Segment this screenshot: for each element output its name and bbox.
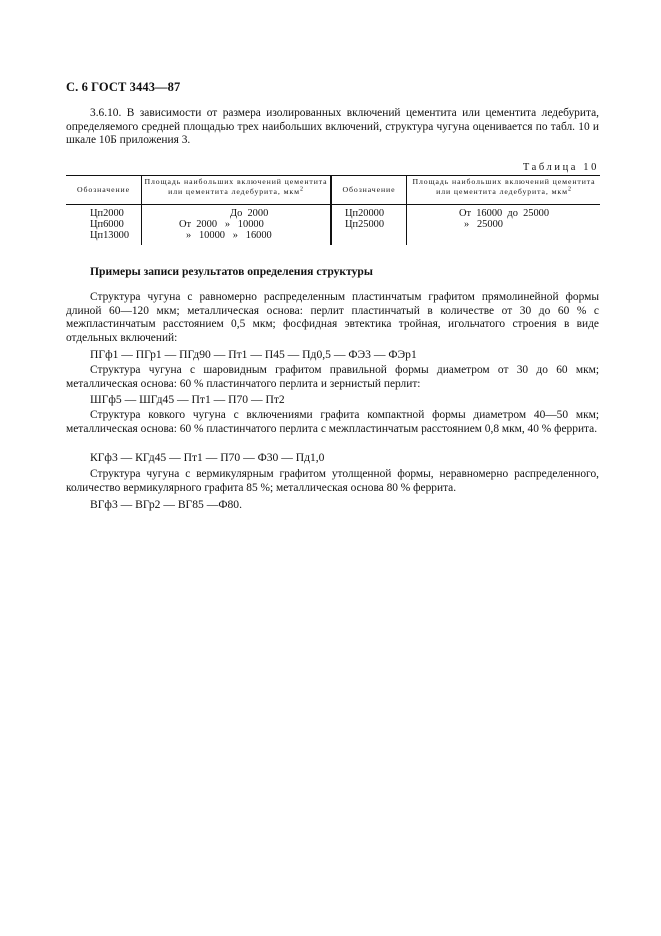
header-area-left-text: Площадь наибольших включений цементита или цементита ледебурита, мкм	[144, 177, 328, 196]
example-paragraph: Структура чугуна с равномерно распределенным пластинчатым графитом прямолинейной формы длиной 60—120 мкм; металлическая основа: перлит пластинчатый в количестве от 30 до 60 % с межпластинчатым расстоянием 0,5 мкм; фосфидная эвтектика тройная, игольчатого строения в виде отдельных включений:	[66, 291, 599, 344]
intro-paragraph: 3.6.10. В зависимости от размера изолированных включений цементита или цементита ледебурита, определяемого средней площадью трех наибольших включений, структура чугуна оценивается по табл. 10 и шкале 10Б приложения 3.	[66, 107, 599, 147]
table-10	[66, 175, 600, 245]
table-label: Таблица 10	[522, 162, 599, 173]
example-formula: ШГф5 — ШГд45 — Пт1 — П70 — Пт2	[90, 393, 285, 406]
header-designation-left: Обозначение	[77, 185, 130, 194]
examples-heading: Примеры записи результатов определения структуры	[90, 265, 373, 278]
table-cell-designation: Цп20000	[345, 208, 385, 219]
table-cell-area: От 16000 до 25000	[459, 208, 550, 219]
table-cell-designation: Цп6000	[90, 219, 124, 230]
table-column-divider	[406, 175, 407, 245]
table-cell-area: » 25000	[464, 219, 503, 230]
table-cell-designation: Цп25000	[345, 219, 385, 230]
example-paragraph: Структура ковкого чугуна с включениями графита компактной формы диаметром 40—50 мкм; металлическая основа: 60 % пластинчатого перлита с межпластинчатым расстоянием 0,8 мкм, 40 % феррита.	[66, 409, 599, 435]
header-area-right	[408, 177, 600, 196]
table-column-divider	[141, 175, 142, 245]
table-cell-designation: Цп13000	[90, 230, 130, 241]
example-formula: ПГф1 — ПГр1 — ПГд90 — Пт1 — П45 — Пд0,5 — ФЭ3 — ФЭр1	[90, 348, 417, 361]
table-cell-designation: Цп2000	[90, 208, 124, 219]
header-area-right-sup: 2	[567, 186, 572, 192]
table-cell-area: » 10000 » 16000	[186, 230, 272, 241]
running-title: С. 6 ГОСТ 3443—87	[66, 80, 181, 94]
header-area-right-text: Площадь наибольших включений цементита или цементита ледебурита, мкм	[412, 177, 596, 196]
table-cell-area: До 2000	[230, 208, 269, 219]
table-cell-area: От 2000 » 10000	[179, 219, 264, 230]
table-header-rule	[66, 204, 600, 205]
header-area-left	[143, 177, 329, 196]
example-formula: ВГф3 — ВГр2 — ВГ85 —Ф80.	[90, 498, 242, 511]
example-paragraph: Структура чугуна с шаровидным графитом правильной формы диаметром от 30 до 60 мкм; металлическая основа: 60 % пластинчатого перлита и зернистый перлит:	[66, 364, 599, 390]
header-designation-right: Обозначение	[342, 185, 396, 194]
example-formula: КГф3 — КГд45 — Пт1 — П70 — Ф30 — Пд1,0	[90, 451, 325, 464]
example-paragraph: Структура чугуна с вермикулярным графитом утолщенной формы, неравномерно распределенного, количество вермикулярного графита 85 %; металлическая основа 80 % феррита.	[66, 468, 599, 494]
header-area-left-sup: 2	[299, 186, 304, 192]
